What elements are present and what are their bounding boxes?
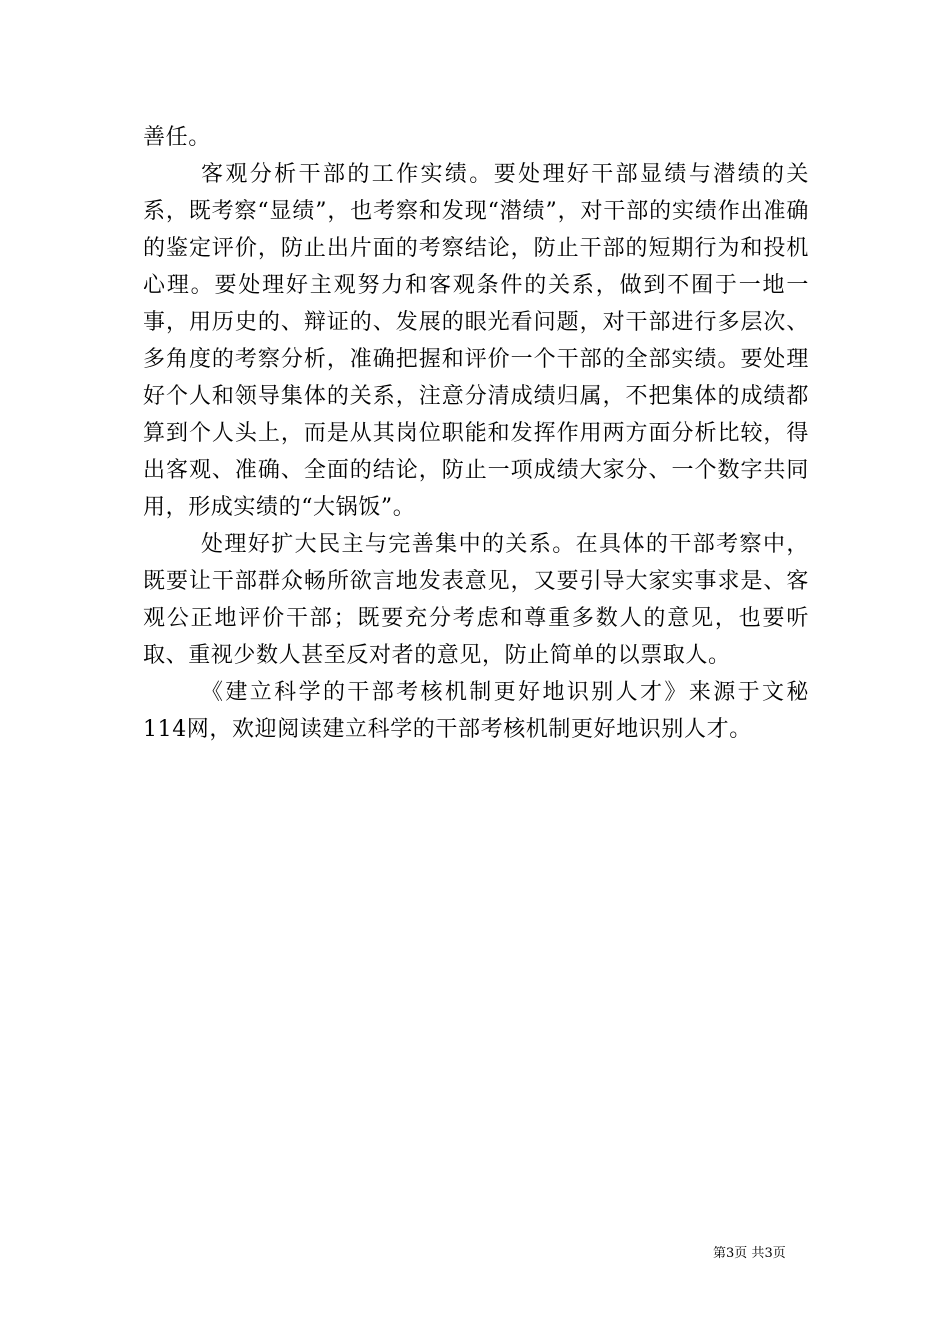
document-body — [143, 119, 809, 748]
paragraph-democracy-centralism: 处理好扩大民主与完善集中的关系。在具体的干部考察中，既要让干部群众畅所欲言地发表意见，又要引导大家实事求是、客观公正地评价干部；既要充分考虑和尊重多数人的意见，也要听取、重视少数人甚至反对者的意见，防止简单的以票取人。 — [143, 532, 809, 668]
page-number-footer — [713, 1245, 823, 1263]
paragraph-work-performance: 客观分析干部的工作实绩。要处理好干部显绩与潜绩的关系，既考察“显绩”，也考察和发现“潜绩”，对干部的实绩作出准确的鉴定评价，防止出片面的考察结论，防止干部的短期行为和投机心理。要处理好主观努力和客观条件的关系，做到不囿于一地一事，用历史的、辩证的、发展的眼光看问题，对干部进行多层次、多角度的考察分析，准确把握和评价一个干部的全部实绩。要处理好个人和领导集体的关系，注意分清成绩归属，不把集体的成绩都算到个人头上，而是从其岗位职能和发挥作用两方面分析比较，得出客观、准确、全面的结论，防止一项成绩大家分、一个数字共同用，形成实绩的“大锅饭”。 — [143, 162, 809, 520]
paragraph-source-note: 《建立科学的干部考核机制更好地识别人才》来源于文秘114网，欢迎阅读建立科学的干部考核机制更好地识别人才。 — [143, 680, 809, 742]
footer-total-pages: 3 — [764, 1246, 773, 1261]
footer-middle: 页 共 — [734, 1246, 765, 1261]
footer-suffix: 页 — [772, 1246, 786, 1261]
paragraph-continuation: 善任。 — [143, 125, 211, 150]
footer-prefix: 第 — [713, 1246, 727, 1261]
footer-current-page: 3 — [726, 1246, 735, 1261]
